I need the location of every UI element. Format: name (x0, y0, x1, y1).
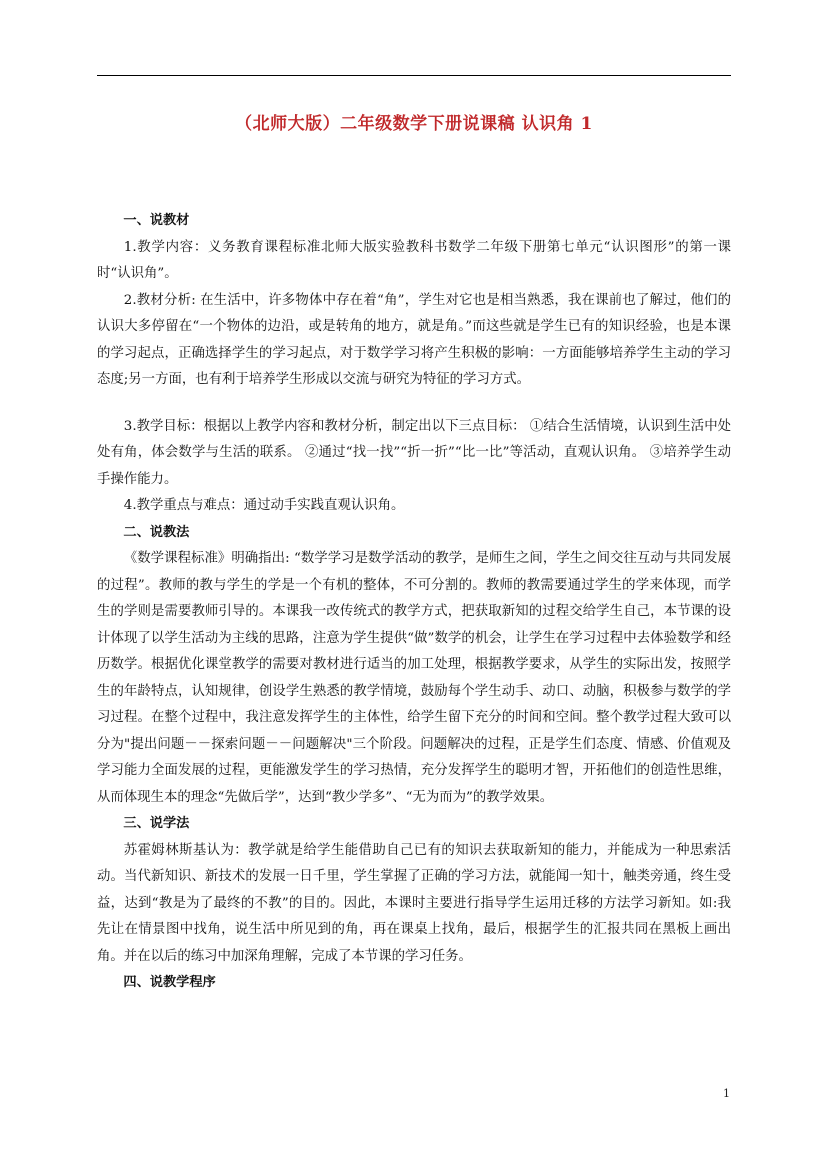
section-heading-teaching-procedure: 四、说教学程序 (123, 975, 216, 990)
paragraph-teaching-content: 1.教学内容：义务教育课程标准北师大版实验教科书数学二年级下册第七单元“认识图形”的第一课时“认识角”。 (97, 239, 731, 281)
paragraph-learning-method: 苏霍姆林斯基认为：教学就是给学生能借助自己已有的知识去获取新知的能力，并能成为一种思索活动。当代新知识、新技术的发展一日千里，学生掌握了正确的学习方法，就能闻一知十，触类旁通，终生受益，达到“教是为了最终的不教”的目的。因此，本课时主要进行指导学生运用迁移的方法学习新知。如:我先让在情景图中找角，说生活中所见到的角，再在课桌上找角，最后，根据学生的汇报共同在黑板上画出角。并在以后的练习中加深角理解，完成了本节课的学习任务。 (97, 842, 731, 964)
page-number: 1 (723, 1087, 730, 1100)
paragraph-key-points: 4.教学重点与难点：通过动手实践直观认识角。 (123, 498, 405, 513)
paragraph-teaching-goals: 3.教学目标：根据以上教学内容和教材分析，制定出以下三点目标： ①结合生活情境，认识到生活中处处有角，体会数学与生活的联系。 ②通过“找一找”“折一折”“比一比”等活动，直观认识角。 ③培养学生动手操作能力。 (97, 418, 731, 487)
section-heading-learning-method: 三、说学法 (123, 816, 190, 831)
header-rule (97, 75, 731, 76)
paragraph-teaching-method: 《数学课程标准》明确指出: “数学学习是数学活动的教学，是师生之间，学生之间交往互动与共同发展的过程”。教师的教与学生的学是一个有机的整体，不可分割的。教师的教需要通过学生的学来体现，而学生的学则是需要教师引导的。本课我一改传统式的教学方式，把获取新知的过程交给学生自己，本节课的设计体现了以学生活动为主线的思路，注意为学生提供“做”数学的机会，让学生在学习过程中去体验数学和经历数学。根据优化课堂教学的需要对教材进行适当的加工处理，根据教学要求，从学生的实际出发，按照学生的年龄特点，认知规律，创设学生熟悉的教学情境，鼓励每个学生动手、动口、动脑，积极参与数学的学习过程。在整个过程中，我注意发挥学生的主体性，给学生留下充分的时间和空间。整个教学过程大致可以分为"提出问题－－探索问题－－问题解决"三个阶段。问题解决的过程，正是学生们态度、情感、价值观及学习能力全面发展的过程，更能激发学生的学习热情，充分发挥学生的聪明才智，开拓他们的创造性思维，从而体现生本的理念“先做后学”，达到“教少学多”、“无为而为”的教学效果。 (97, 551, 731, 805)
document-body (97, 208, 731, 997)
section-heading-textbook: 一、说教材 (123, 213, 190, 228)
document-title: （北师大版）二年级数学下册说课稿 认识角 1 (235, 114, 593, 134)
section-heading-teaching-method: 二、说教法 (123, 524, 190, 540)
paragraph-textbook-analysis: 2.教材分析: 在生活中，许多物体中存在着“角”，学生对它也是相当熟悉，我在课前也了解过，他们的认识大多停留在“一个物体的边沿，或是转角的地方，就是角。”而这些就是学生已有的知识经验，也是本课的学习起点，正确选择学生的学习起点，对于数学学习将产生积极的影响：一方面能够培养学生主动的学习态度;另一方面，也有利于培养学生形成以交流与研究为特征的学习方式。 (97, 292, 731, 387)
